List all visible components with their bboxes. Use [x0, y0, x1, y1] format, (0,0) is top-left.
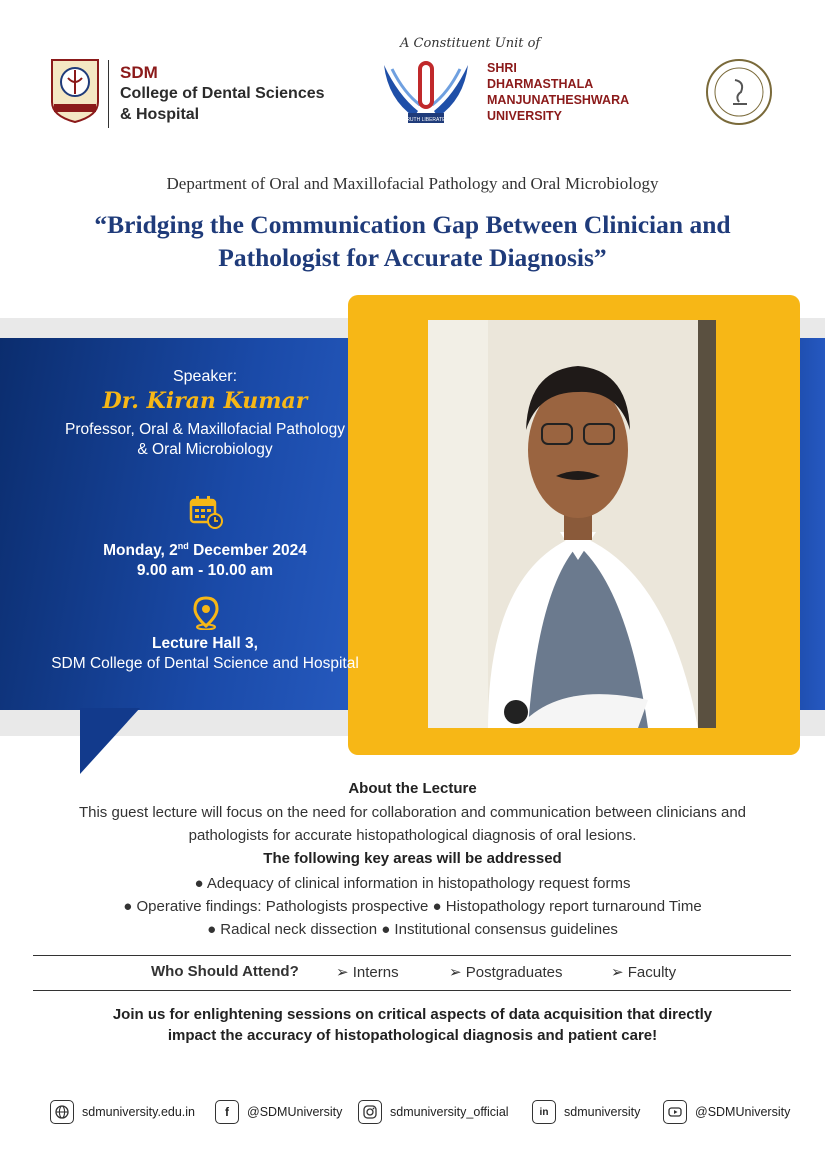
constituent-label: A Constituent Unit of: [400, 36, 541, 51]
footer-instagram-text: sdmuniversity_official: [390, 1105, 509, 1119]
lecture-title-line1: “Bridging the Communication Gap Between Clinician and: [94, 210, 731, 239]
attend-item-interns: ➢ Interns: [336, 964, 399, 981]
footer-linkedin-text: sdmuniversity: [564, 1105, 641, 1119]
department-seal: [705, 58, 773, 126]
speaker-label: Speaker:: [172, 368, 238, 385]
venue-line2: SDM College of Dental Science and Hospital: [51, 655, 359, 672]
university-motto: TRUTH LIBERATES: [403, 117, 449, 123]
footer-facebook[interactable]: [215, 1097, 342, 1127]
speaker-name: Dr. Kiran Kumar: [102, 388, 308, 414]
key-area-line: ● Adequacy of clinical information in histopathology request forms: [194, 875, 631, 892]
attend-label: Who Should Attend?: [151, 963, 299, 980]
key-areas-heading: The following key areas will be addressed: [263, 850, 562, 867]
department-name: Department of Oral and Maxillofacial Pathology and Oral Microbiology: [166, 174, 659, 193]
join-message: [60, 1004, 765, 1046]
college-name-line3: & Hospital: [120, 106, 200, 123]
header-divider: [108, 60, 109, 128]
footer-linkedin[interactable]: [532, 1097, 640, 1127]
event-venue: [0, 634, 410, 674]
speaker-role-line2: & Oral Microbiology: [137, 441, 273, 458]
linkedin-icon: in: [532, 1100, 556, 1124]
university-name-line2: DHARMASTHALA: [487, 77, 594, 91]
footer-facebook-text: @SDMUniversity: [247, 1105, 343, 1119]
about-text: This guest lecture will focus on the need for collaboration and communication between clinicians and pathologists for accurate histopathological diagnosis of oral lesions.: [78, 804, 747, 844]
speech-pointer: [80, 708, 140, 774]
speaker-portrait: [428, 320, 716, 728]
college-name: [120, 62, 325, 125]
university-name-line1: SHRI: [487, 61, 517, 75]
speaker-photo: [428, 320, 716, 728]
sdm-college-logo: [48, 58, 102, 124]
college-name-line1: SDM: [120, 63, 158, 82]
instagram-icon: [358, 1100, 382, 1124]
event-date-rest: December 2024: [188, 542, 307, 560]
location-pin-icon: [191, 596, 221, 630]
attend-rule-top: [33, 955, 791, 956]
globe-icon: [50, 1100, 74, 1124]
university-name: [487, 60, 629, 124]
university-name-line4: UNIVERSITY: [487, 109, 563, 123]
facebook-icon: f: [215, 1100, 239, 1124]
event-date-time: [0, 536, 410, 581]
footer-website-text: sdmuniversity.edu.in: [82, 1105, 196, 1119]
event-time: 9.00 am - 10.00 am: [136, 562, 274, 580]
speaker-role: [0, 420, 410, 460]
lecture-title: [40, 208, 785, 274]
event-date: [0, 536, 410, 561]
key-area-line: ● Radical neck dissection ● Institutional consensus guidelines: [207, 921, 618, 938]
footer-instagram[interactable]: [358, 1097, 509, 1127]
footer-youtube-text: @SDMUniversity: [695, 1105, 791, 1119]
key-area-line: ● Operative findings: Pathologists prospective ● Histopathology report turnaround Time: [123, 898, 702, 915]
attend-rule-bottom: [33, 990, 791, 991]
venue-line1: Lecture Hall 3,: [152, 635, 258, 652]
event-date-suffix: nd: [177, 541, 189, 551]
attend-item-postgraduates: ➢ Postgraduates: [449, 964, 563, 981]
key-areas-list: [40, 872, 785, 941]
lecture-title-line2: Pathologist for Accurate Diagnosis”: [218, 243, 607, 272]
college-name-line2: College of Dental Sciences: [120, 85, 325, 102]
event-date-day: Monday, 2: [103, 542, 178, 560]
footer-website[interactable]: [50, 1097, 195, 1127]
university-logo: [378, 55, 474, 127]
join-line2: impact the accuracy of histopathological diagnosis and patient care!: [167, 1027, 658, 1044]
university-name-line3: MANJUNATHESHWARA: [487, 93, 630, 107]
calendar-icon: [189, 495, 223, 529]
about-heading: About the Lecture: [348, 780, 477, 797]
footer-youtube[interactable]: [663, 1097, 790, 1127]
join-line1: Join us for enlightening sessions on critical aspects of data acquisition that directly: [112, 1006, 713, 1023]
speaker-role-line1: Professor, Oral & Maxillofacial Pathology: [65, 421, 345, 438]
youtube-icon: [663, 1100, 687, 1124]
attend-item-faculty: ➢ Faculty: [611, 964, 677, 981]
